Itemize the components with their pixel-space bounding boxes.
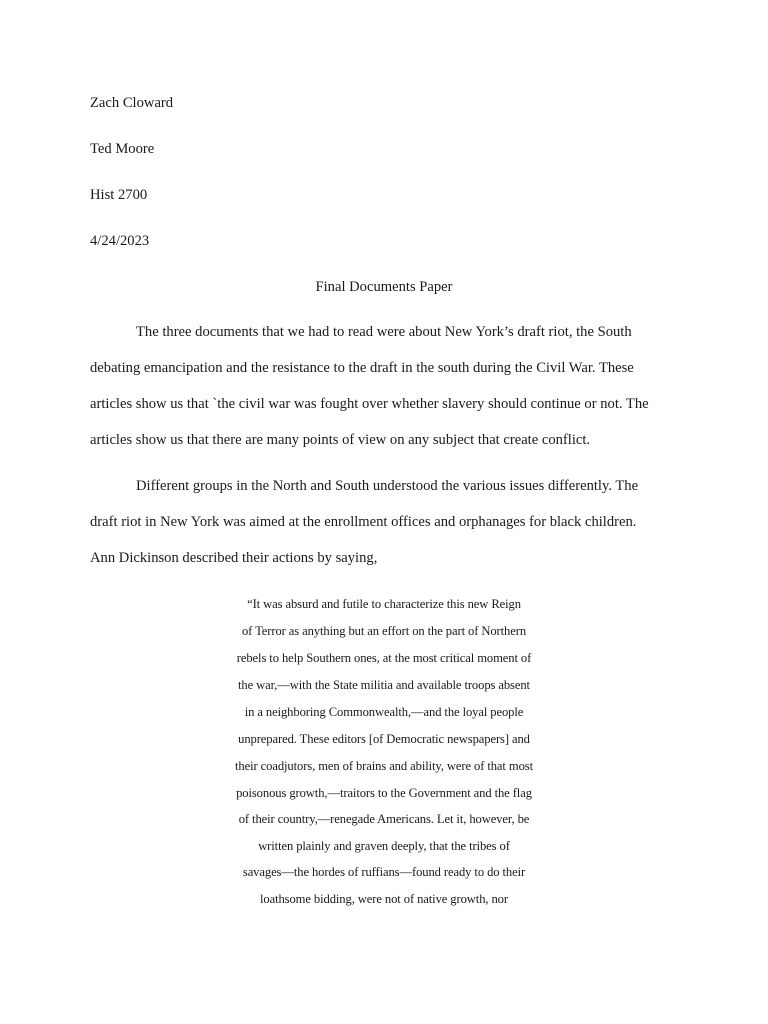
block-quote-line: rebels to help Southern ones, at the most critical moment of [236,651,532,665]
block-quote-line: written plainly and graven deeply, that the tribes of [258,839,510,853]
block-quote-line: their coadjutors, men of brains and ability, were of that most [235,759,533,773]
block-quote-line: of their country,—renegade Americans. Let it, however, be [238,812,530,826]
block-quote-line: “It was absurd and futile to characterize this new Reign [247,597,521,611]
paragraph-line: The three documents that we had to read were about New York’s draft riot, the South [136,324,632,340]
block-quote-line: poisonous growth,—traitors to the Government and the flag [236,786,532,800]
paragraph-line: Different groups in the North and South understood the various issues differently. The [136,478,639,494]
paragraph-line: debating emancipation and the resistance to the draft in the south during the Civil War. These [90,360,634,376]
paragraph-line: draft riot in New York was aimed at the enrollment offices and orphanages for black children. [90,514,637,530]
paragraph-line: Ann Dickinson described their actions by saying, [90,550,378,566]
block-quote-line: in a neighboring Commonwealth,—and the loyal people [244,705,524,719]
author-name: Zach Cloward [90,95,174,111]
paper-date: 4/24/2023 [90,233,150,249]
paragraph-line: articles show us that there are many points of view on any subject that create conflict. [90,432,591,448]
paragraph-line: articles show us that `the civil war was fought over whether slavery should continue or not. The [90,396,649,412]
block-quote-line: the war,—with the State militia and available troops absent [238,678,530,692]
block-quote-line: unprepared. These editors [of Democratic newspapers] and [238,732,530,746]
block-quote-line: of Terror as anything but an effort on the part of Northern [241,624,527,638]
course-name: Hist 2700 [90,187,148,203]
instructor-name: Ted Moore [90,141,155,157]
block-quote-line: loathsome bidding, were not of native growth, nor [260,892,508,906]
paper-title: Final Documents Paper [315,279,453,295]
block-quote-line: savages—the hordes of ruffians—found ready to do their [242,865,526,879]
